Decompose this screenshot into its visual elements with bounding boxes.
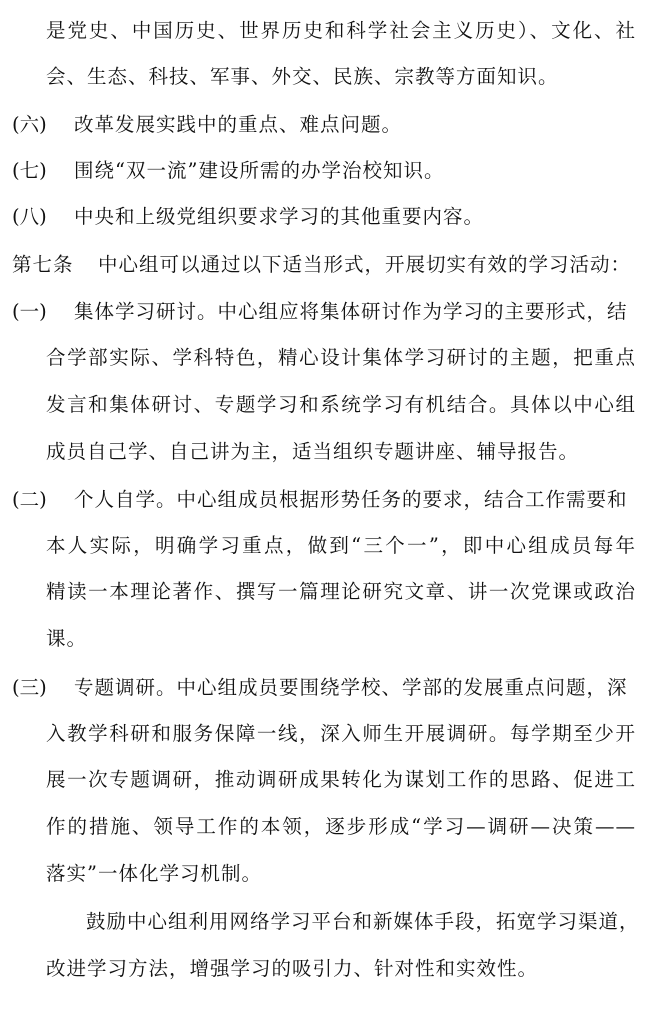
text-line: 展一次专题调研，推动调研成果转化为谋划工作的思路、促进工 <box>46 768 636 791</box>
text-line: 改进学习方法，增强学习的吸引力、针对性和实效性。 <box>46 957 539 980</box>
text-line: 课。 <box>46 627 88 650</box>
item-text: 改革发展实践中的重点、难点问题。 <box>74 113 403 136</box>
item-marker: (三) <box>12 676 47 699</box>
item-text: 专题调研。中心组成员要围绕学校、学部的发展重点问题，深 <box>74 676 628 699</box>
list-item-two <box>12 488 628 512</box>
paragraph-first-line: 鼓励中心组利用网络学习平台和新媒体手段，拓宽学习渠道， <box>86 910 640 933</box>
text-line: 发言和集体研讨、专题学习和系统学习有机结合。具体以中心组 <box>46 393 636 416</box>
text-line: 成员自己学、自己讲为主，适当组织专题讲座、辅导报告。 <box>46 440 580 463</box>
item-marker: (二) <box>12 488 47 511</box>
text-line: 入教学科研和服务保障一线，深入师生开展调研。每学期至少开 <box>46 722 636 745</box>
item-marker: (八) <box>12 205 47 228</box>
article-seven-heading <box>12 253 631 277</box>
list-item-seven <box>12 159 444 183</box>
item-text: 个人自学。中心组成员根据形势任务的要求，结合工作需要和 <box>74 488 628 511</box>
article-marker: 第七条 <box>12 253 74 276</box>
item-marker: (六) <box>12 113 47 136</box>
item-text: 围绕“双一流”建设所需的办学治校知识。 <box>74 159 445 182</box>
text-line: 精读一本理论著作、撰写一篇理论研究文章、讲一次党课或政治 <box>46 580 636 603</box>
article-text: 中心组可以通过以下适当形式，开展切实有效的学习活动： <box>98 253 632 276</box>
text-line: 本人实际，明确学习重点，做到“三个一”，即中心组成员每年 <box>46 534 636 557</box>
item-text: 集体学习研讨。中心组应将集体研讨作为学习的主要形式，结 <box>74 300 628 323</box>
text-line: 会、生态、科技、军事、外交、民族、宗教等方面知识。 <box>46 65 559 88</box>
list-item-one <box>12 300 632 324</box>
text-line: 作的措施、领导工作的本领，逐步形成“学习—调研—决策—— <box>46 815 636 838</box>
text-line: 是党史、中国历史、世界历史和科学社会主义历史）、文化、社 <box>46 19 636 42</box>
item-marker: (七) <box>12 159 47 182</box>
list-item-six <box>12 113 402 137</box>
item-marker: (一) <box>12 300 47 323</box>
text-line: 落实”一体化学习机制。 <box>46 862 262 885</box>
item-text: 中央和上级党组织要求学习的其他重要内容。 <box>74 205 485 228</box>
text-line: 合学部实际、学科特色，精心设计集体学习研讨的主题，把重点 <box>46 346 636 369</box>
list-item-eight <box>12 205 484 229</box>
list-item-three <box>12 676 628 700</box>
